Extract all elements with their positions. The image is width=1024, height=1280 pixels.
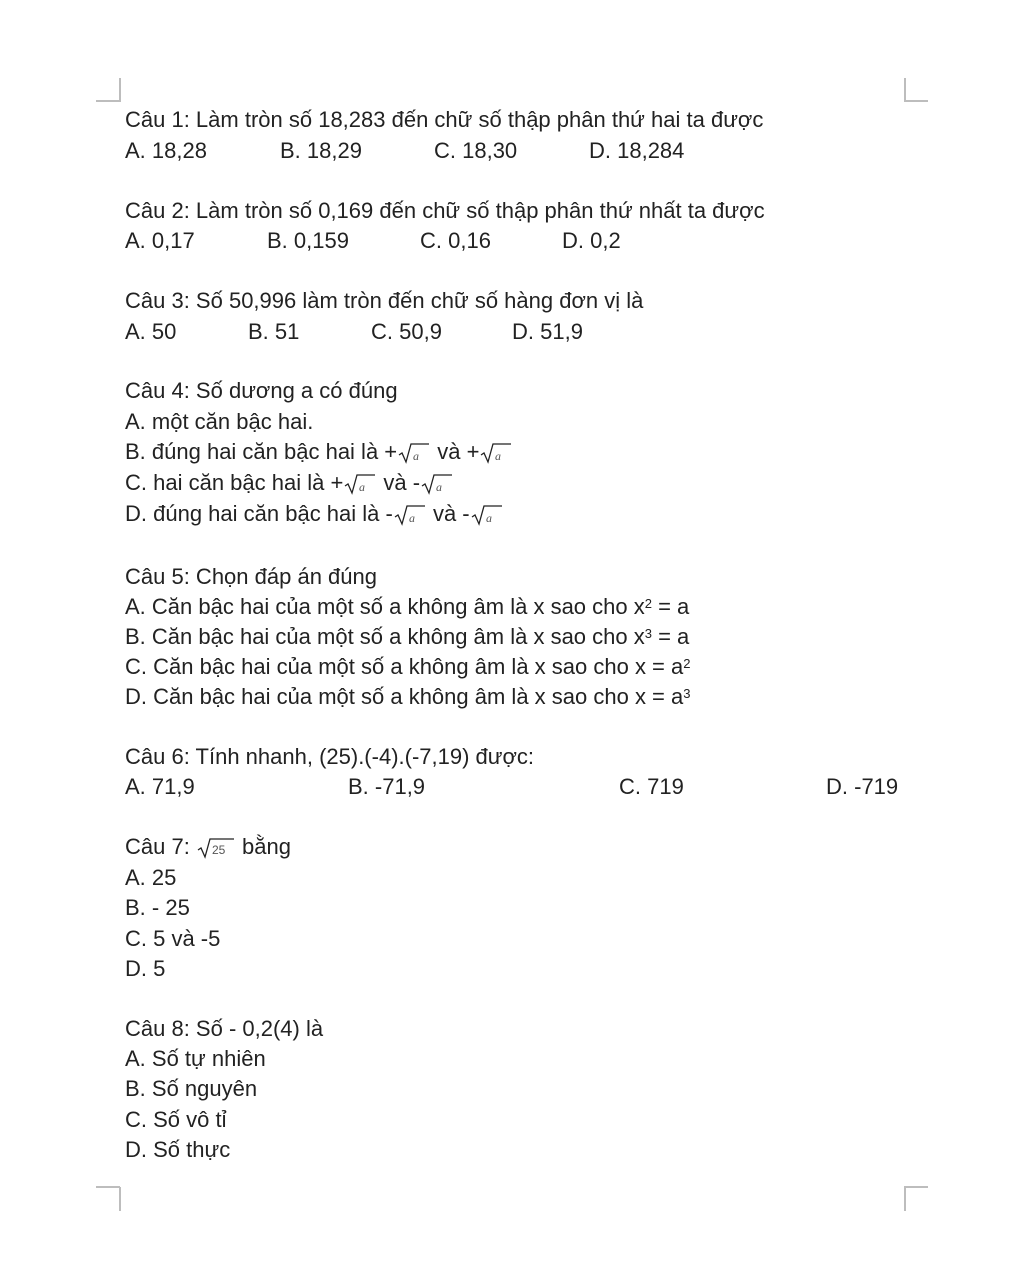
crop-mark-bottom-right-vertical [904, 1187, 906, 1211]
question-5-option-c [125, 654, 690, 680]
question-5-option-d [125, 684, 690, 710]
crop-mark-bottom-right [904, 1186, 928, 1188]
option-c: C. 719 [619, 774, 684, 799]
option-b: B. 18,29 [280, 138, 362, 163]
option-d: D. 0,2 [562, 228, 621, 253]
question-1-options [125, 138, 925, 164]
option-a-text: A. Căn bậc hai của một số a không âm là x sao cho x [125, 594, 645, 619]
square-root-icon [197, 837, 235, 859]
question-8-option-b: B. Số nguyên [125, 1076, 258, 1101]
option-d: D. 51,9 [512, 319, 583, 344]
crop-mark-top-left [96, 100, 120, 102]
question-5-prompt: Câu 5: Chọn đáp án đúng [125, 564, 377, 589]
question-8-option-a: A. Số tự nhiên [125, 1046, 266, 1071]
option-d-text: D. đúng hai căn bậc hai là - [125, 501, 393, 526]
option-c-connector: và - [377, 470, 421, 495]
square-root-icon [480, 442, 512, 464]
radicand-label: a [436, 480, 443, 494]
prompt-suffix: bằng [235, 834, 291, 859]
option-a: A. 0,17 [125, 228, 195, 253]
question-4-option-c [125, 470, 454, 496]
question-3-options [125, 319, 925, 345]
question-7-prompt [125, 834, 291, 860]
option-d: D. 18,284 [589, 138, 685, 163]
option-c: C. 50,9 [371, 319, 442, 344]
option-c: C. 0,16 [420, 228, 491, 253]
option-b: B. 51 [248, 319, 300, 344]
option-c-text: C. hai căn bậc hai là + [125, 470, 344, 495]
radicand-label: a [413, 449, 420, 463]
option-b: B. 0,159 [267, 228, 349, 253]
question-3-prompt: Câu 3: Số 50,996 làm tròn đến chữ số hàng đơn vị là [125, 288, 644, 313]
option-b-text: B. đúng hai căn bậc hai là + [125, 439, 398, 464]
crop-mark-bottom-left [96, 1186, 120, 1188]
radicand-label: 25 [211, 843, 226, 857]
radicand-label: a [359, 480, 366, 494]
question-7-option-b: B. - 25 [125, 895, 190, 920]
exponent: 3 [644, 626, 652, 641]
square-root-icon [398, 442, 430, 464]
question-7-option-d: D. 5 [125, 956, 166, 981]
question-8-option-c: C. Số vô tỉ [125, 1107, 227, 1132]
question-6-prompt: Câu 6: Tính nhanh, (25).(-4).(-7,19) được: [125, 744, 535, 769]
question-5-option-a [125, 594, 689, 620]
option-b: B. -71,9 [348, 774, 426, 799]
option-c-text: C. Căn bậc hai của một số a không âm là x sao cho x = a [125, 654, 684, 679]
exponent: 2 [644, 596, 652, 611]
question-5-option-b [125, 624, 689, 650]
option-a: A. 71,9 [125, 774, 195, 799]
option-a: A. 50 [125, 319, 177, 344]
question-7-option-c: C. 5 và -5 [125, 926, 221, 951]
question-7-option-a: A. 25 [125, 865, 177, 890]
radicand-label: a [495, 449, 502, 463]
square-root-icon [471, 504, 503, 526]
option-b-connector: và + [431, 439, 480, 464]
radicand-label: a [408, 511, 415, 525]
crop-mark-bottom-left-vertical [119, 1187, 121, 1211]
question-6-options [125, 774, 915, 800]
question-2-options [125, 228, 925, 254]
option-d: D. -719 [826, 774, 899, 799]
question-1-prompt: Câu 1: Làm tròn số 18,283 đến chữ số thập phân thứ hai ta được [125, 107, 764, 132]
crop-mark-top-left-vertical [119, 78, 121, 102]
exponent: 2 [683, 656, 691, 671]
option-a: A. 18,28 [125, 138, 207, 163]
question-8-option-d: D. Số thực [125, 1137, 231, 1162]
exponent: 3 [683, 686, 691, 701]
square-root-icon [421, 473, 453, 495]
square-root-icon [394, 504, 426, 526]
option-a-tail: = a [651, 594, 690, 619]
question-4-option-a: A. một căn bậc hai. [125, 409, 314, 434]
question-4-option-d [125, 501, 504, 527]
crop-mark-top-right-vertical [904, 78, 906, 102]
prompt-prefix: Câu 7: [125, 834, 196, 859]
question-4-prompt: Câu 4: Số dương a có đúng [125, 378, 398, 403]
square-root-icon [344, 473, 376, 495]
option-c: C. 18,30 [434, 138, 518, 163]
question-4-option-b [125, 439, 513, 465]
option-b-tail: = a [651, 624, 690, 649]
radicand-label: a [485, 511, 492, 525]
option-d-connector: và - [426, 501, 470, 526]
option-b-text: B. Căn bậc hai của một số a không âm là x sao cho x [125, 624, 645, 649]
question-8-prompt: Câu 8: Số - 0,2(4) là [125, 1016, 324, 1041]
question-2-prompt: Câu 2: Làm tròn số 0,169 đến chữ số thập phân thứ nhất ta được [125, 198, 765, 223]
crop-mark-top-right [904, 100, 928, 102]
option-d-text: D. Căn bậc hai của một số a không âm là x sao cho x = a [125, 684, 684, 709]
